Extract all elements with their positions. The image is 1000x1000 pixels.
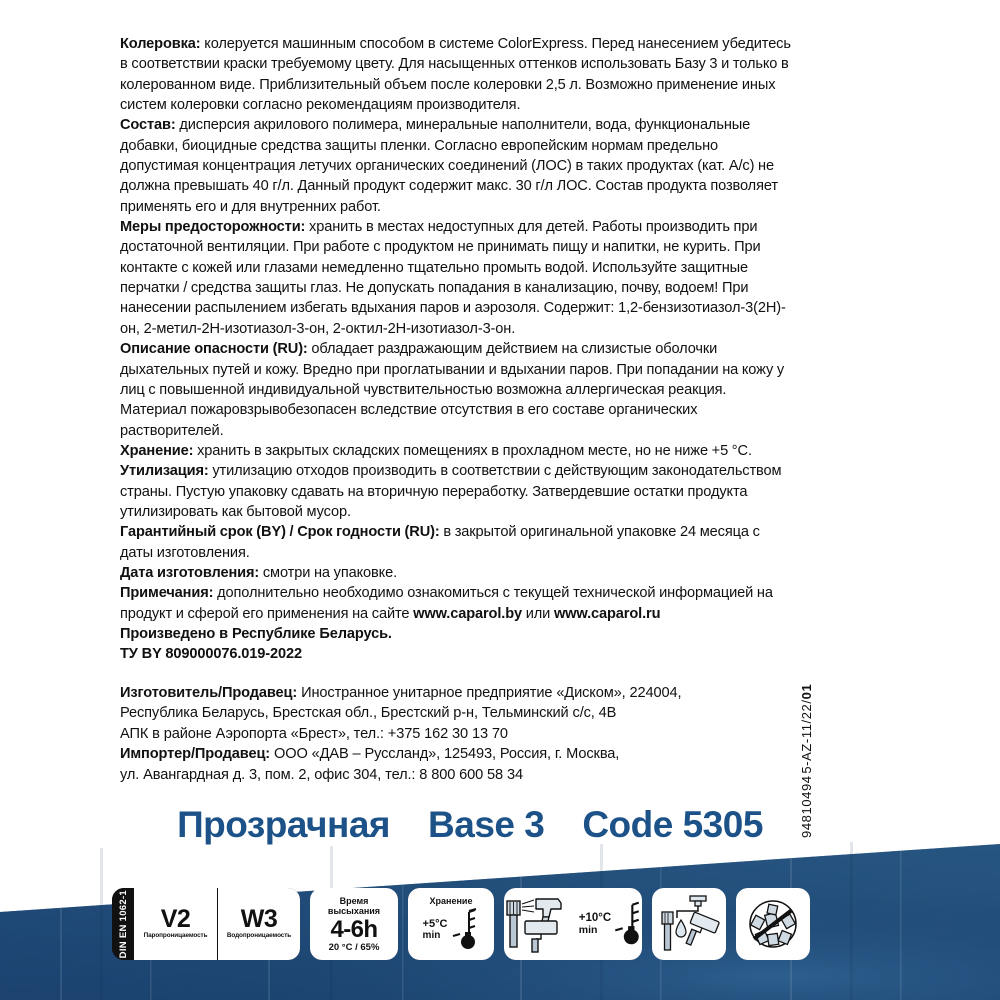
notes-conjunction: или [522, 605, 554, 622]
din-caption-v2: Паропроницаемость [143, 932, 208, 940]
storage-temp-text [423, 919, 448, 941]
spec-icon-strip [112, 888, 810, 960]
section-hazard-body: обладает раздражающим действием на слизистые оболочки дыхательных путей и кожу. Вредно при проглатывании и вдыхании паров. При попадании на кожу у лиц с повышенной индивидуальной чувствительностью возможна аллергическая реакция. Материал пожаровзрывобезопасен вследствие отсутствия в его составе органических растворителей. [120, 341, 785, 439]
section-composition [120, 115, 792, 217]
application-temp-text [579, 912, 611, 936]
section-production-date [120, 563, 792, 583]
section-shelf-life-body: в закрытой оригинальной упаковке 24 месяца с даты изготовления. [120, 524, 760, 561]
thermometer-icon [611, 899, 643, 949]
manufacturer-line-1 [120, 683, 792, 704]
section-disposal-body: утилизацию отходов производить в соответствии с действующим законодательством страны. Пустую упаковку сдавать на вторичную переработку. Затвердевшие остатки продукта утилизировать как бытовой мусор. [120, 463, 782, 520]
section-tinting-heading: Колеровка: [120, 36, 201, 52]
website-link-ru[interactable]: www.caparol.ru [553, 605, 661, 622]
din-standard-group [112, 888, 300, 960]
section-storage-body: хранить в закрытых складских помещениях в прохладном месте, но не ниже +5 °C. [193, 442, 752, 459]
batch-code-suffix: 01 [799, 683, 814, 700]
importer-text-1: ООО «ДАВ – Руссланд», 125493, Россия, г. Москва, [270, 746, 620, 763]
manufacturer-line-3: АПК в районе Аэропорта «Брест», тел.: +375 162 30 13 70 [120, 725, 508, 742]
section-precautions-body: хранить в местах недоступных для детей. Работы производить при достаточной вентиляции. При работе с продуктом не принимать пищу и напитки, не курить. При контакте с кожей или глазами немедленно тщательно промыть водой. Используйте защитные перчатки / средства защиты глаз. Не допускать попадания в канализацию, почву, водоем! При нанесении распылением избегать вдыхания паров и аэрозоля. Содержит: 1,2-бензизотиазол-3(2Н)-он, 2-метил-2Н-изотиазол-3-он, 2-октил-2Н-изотиазол-3-он. [120, 219, 786, 337]
tool-cleaning-tile [652, 888, 726, 960]
drying-caption-line1: Время [339, 895, 369, 906]
din-code-v2: V2 [160, 905, 191, 934]
storage-temp-qualifier: min [422, 930, 441, 941]
din-standard-spine [112, 888, 134, 960]
no-crystals-icon [742, 894, 804, 954]
importer-line-2: ул. Авангардная д. 3, пом. 2, офис 304, тел.: 8 800 600 58 34 [120, 766, 523, 783]
batch-code-main: 94810494 5-AZ-11/22/ [799, 699, 814, 838]
section-tinting [120, 34, 792, 115]
bottom-blue-band [0, 838, 1000, 1000]
section-storage-heading: Хранение: [120, 442, 194, 459]
section-hazard [120, 339, 792, 441]
tool-cleaning-icon [658, 894, 720, 954]
drying-value: 4-6h [330, 915, 378, 943]
application-temp-qualifier: min [578, 924, 598, 936]
company-block [120, 683, 792, 786]
storage-temp-tile [408, 888, 494, 960]
section-notes-heading: Примечания: [120, 585, 214, 602]
din-standard-label: DIN EN 1062-1 [117, 889, 129, 959]
section-composition-heading: Состав: [120, 117, 176, 134]
section-production-date-body: смотри на упаковке. [259, 564, 398, 581]
section-shelf-life [120, 522, 792, 563]
din-cell-v2 [134, 888, 217, 960]
manufacturer-line-2: Республика Беларусь, Брестская обл., Брестский р-н, Тельминский с/с, 4В [120, 705, 617, 722]
roller-icon [682, 912, 719, 952]
application-tools-icon [503, 893, 577, 955]
section-hazard-heading: Описание опасности (RU): [120, 341, 308, 358]
application-temp-value: +10°C [578, 912, 612, 924]
manufacturer-label: Изготовитель/Продавец: [120, 684, 298, 701]
roller-icon [525, 921, 557, 952]
section-composition-body: дисперсия акрилового полимера, минеральные наполнители, вода, функциональные добавки, биоцидные средства защиты пленки. Согласно европейским нормам предельно допустимая концентрация летучих органических соединений (ЛОС) в таких продуктах (кат. A/c) не должна превышать 40 г/л. Данный продукт содержит макс. 30 г/л ЛОС. Состав продукта позволяет применять его и для внутренних работ. [120, 117, 778, 215]
section-disposal-heading: Утилизация: [120, 463, 209, 480]
section-tinting-body: колеруется машинным способом в системе ColorExpress. Перед нанесением убедитесь в соответствии краски требуемому цвету. Для насыщенных оттенков использовать Базу 3 и только в колерованном виде. Приблизительный объем после колеровки 2,5 л. Возможно применение иных систем колеровки согласно рекомендациям производителя. [120, 36, 791, 114]
application-tile [504, 888, 642, 960]
brush-icon [662, 912, 673, 950]
drying-conditions: 20 °C / 65% [328, 941, 380, 953]
section-notes [120, 583, 792, 624]
thermometer-icon [449, 908, 479, 952]
brush-icon [507, 901, 520, 947]
section-precautions [120, 217, 792, 339]
spray-lines-icon [522, 900, 534, 912]
label-text-column [120, 34, 792, 785]
storage-caption: Хранение [429, 896, 473, 906]
product-name: Прозрачная [177, 804, 391, 845]
section-precautions-heading: Меры предосторожности: [120, 219, 306, 236]
product-base: Base 3 [428, 804, 545, 845]
din-caption-w3: Водопроницаемость [226, 932, 292, 940]
importer-line-1 [120, 744, 792, 765]
section-storage [120, 441, 792, 461]
no-solvent-tile [736, 888, 810, 960]
drying-caption [328, 896, 380, 917]
made-in-line: Произведено в Республике Беларусь. [120, 625, 392, 642]
section-notes-body: дополнительно необходимо ознакомиться с текущей технической информацией на продукт и сферой его применения на сайте [120, 585, 773, 622]
product-code: Code 5305 [582, 804, 763, 845]
storage-temp-value: +5°C [422, 918, 448, 930]
water-drop-icon [676, 920, 686, 937]
drying-caption-line2: высыхания [327, 906, 381, 917]
tu-code-line: ТУ BY 809000076.019-2022 [120, 646, 303, 663]
drying-time-tile [310, 888, 398, 960]
section-shelf-life-heading: Гарантийный срок (BY) / Срок годности (RU): [120, 524, 440, 541]
din-code-w3: W3 [240, 905, 278, 934]
importer-label: Импортер/Продавец: [120, 746, 271, 763]
section-disposal [120, 461, 792, 522]
website-link-by[interactable]: www.caparol.by [413, 605, 522, 622]
manufacturer-text-1: Иностранное унитарное предприятие «Диском», 224004, [297, 684, 682, 701]
section-production-date-heading: Дата изготовления: [120, 564, 260, 581]
din-cell-w3 [217, 888, 300, 960]
